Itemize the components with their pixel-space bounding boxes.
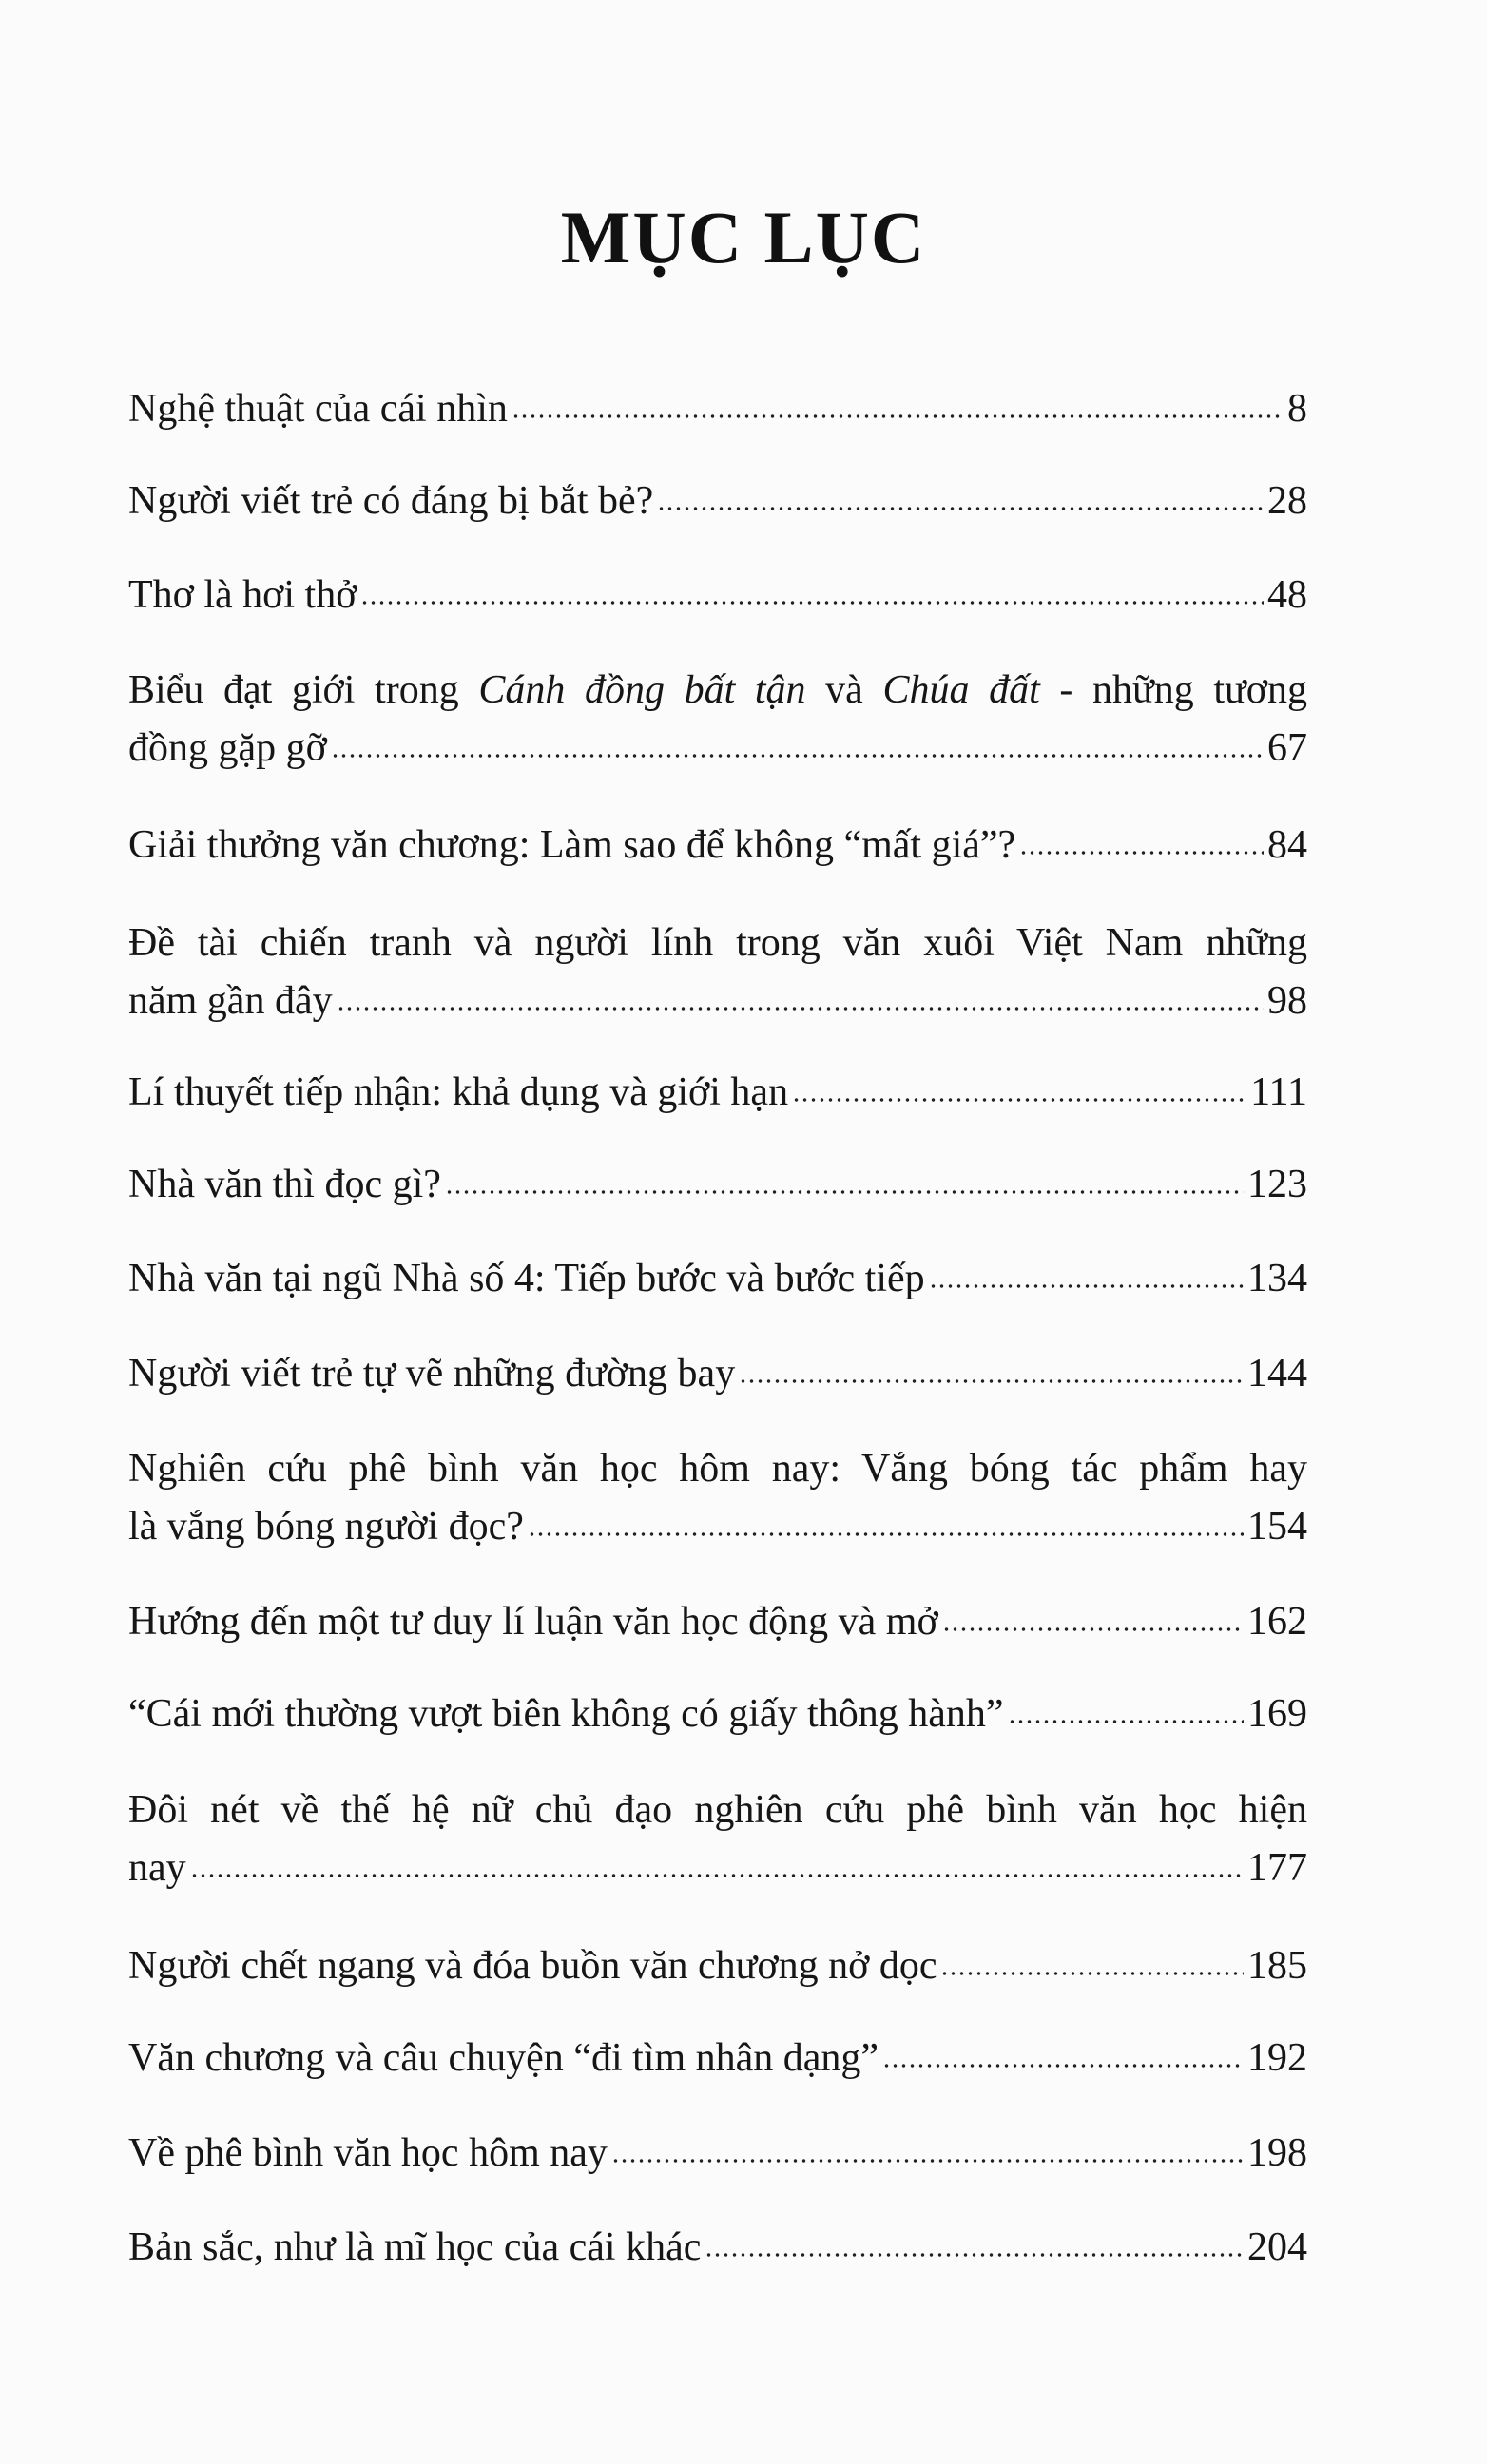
page-number: 192 (1247, 2036, 1307, 2080)
dot-leader (792, 1097, 1246, 1103)
entry-title (128, 380, 508, 438)
page-number: 67 (1267, 726, 1307, 770)
entry-title-segment: Lí thuyết tiếp nhận: khả dụng và giới hạn (128, 1070, 789, 1114)
dot-leader (940, 1971, 1244, 1976)
toc-entry (128, 1937, 1307, 1995)
entry-title (128, 2219, 701, 2277)
entry-title-segment: Đề tài chiến tranh và người lính trong văn xuôi Việt Nam những (128, 921, 1307, 965)
entry-row (128, 1345, 1307, 1403)
entry-row (128, 2125, 1307, 2183)
page-number: 144 (1247, 1352, 1307, 1396)
entry-title-line (128, 662, 1307, 720)
page-number: 154 (1247, 1505, 1307, 1549)
entry-row (128, 1593, 1307, 1651)
entry-row (128, 1498, 1307, 1556)
toc-entry (128, 1345, 1307, 1403)
dot-leader (611, 2158, 1244, 2164)
entry-title-segment: Nhà văn tại ngũ Nhà số 4: Tiếp bước và bước tiếp (128, 1257, 925, 1300)
entry-title-segment: “Cái mới thường vượt biên không có giấy thông hành” (128, 1692, 1004, 1736)
entry-row (128, 720, 1307, 778)
page-number: 162 (1247, 1600, 1307, 1644)
toc-entry (128, 817, 1307, 875)
entry-title-segment: Nhà văn thì đọc gì? (128, 1163, 441, 1206)
dot-leader (705, 2252, 1244, 2258)
page-number: 28 (1267, 479, 1307, 523)
dot-leader (657, 506, 1264, 511)
entry-row (128, 2030, 1307, 2088)
entry-title-segment: Hướng đến một tư duy lí luận văn học động và mở (128, 1600, 938, 1644)
dot-leader (929, 1283, 1244, 1289)
dot-leader (512, 414, 1284, 419)
entry-title (128, 2125, 608, 2183)
entry-title (128, 817, 1015, 875)
entry-row (128, 817, 1307, 875)
dot-leader (337, 1006, 1264, 1011)
entry-title-segment: Văn chương và câu chuyện “đi tìm nhân dạng” (128, 2036, 879, 2080)
toc-entry (128, 567, 1307, 625)
dot-leader (739, 1378, 1244, 1384)
toc-entry (128, 2030, 1307, 2088)
entry-title (128, 1156, 441, 1214)
entry-title (128, 1937, 937, 1995)
entry-title-segment: Thơ là hơi thở (128, 573, 357, 617)
entry-title (128, 1250, 925, 1308)
dot-leader (882, 2063, 1244, 2069)
entry-title-line (128, 914, 1307, 972)
entry-title-segment: Đôi nét về thế hệ nữ chủ đạo nghiên cứu phê bình văn học hiện (128, 1788, 1307, 1832)
entry-title-segment: năm gần đây (128, 979, 333, 1023)
entry-title (128, 972, 333, 1030)
toc-entry (128, 1593, 1307, 1651)
entry-row (128, 1937, 1307, 1995)
page-title: MỤC LỤC (560, 196, 927, 279)
entry-row (128, 567, 1307, 625)
dot-leader (1019, 850, 1264, 856)
entry-row (128, 1156, 1307, 1214)
dot-leader (190, 1873, 1244, 1878)
entry-row (128, 380, 1307, 438)
entry-title (128, 1839, 186, 1897)
page-number: 185 (1247, 1944, 1307, 1988)
dot-leader (445, 1189, 1244, 1195)
entry-title (128, 720, 327, 778)
entry-title-segment: và (805, 668, 883, 712)
entry-title (128, 472, 653, 530)
entry-title (128, 2030, 879, 2088)
entry-title-segment: nay (128, 1846, 186, 1890)
entry-title-segment: Chúa đất (882, 668, 1040, 712)
entry-row (128, 972, 1307, 1030)
toc-entry (128, 1685, 1307, 1743)
entry-title (128, 1593, 938, 1651)
entry-title-segment: là vắng bóng người đọc? (128, 1505, 524, 1549)
page-number: 8 (1287, 387, 1307, 431)
toc-entry (128, 662, 1307, 778)
entry-title (128, 1064, 788, 1122)
page-number: 123 (1247, 1163, 1307, 1206)
entry-title (128, 1345, 735, 1403)
dot-leader (1008, 1719, 1244, 1724)
entry-title-segment: đồng gặp gỡ (128, 726, 327, 770)
entry-title-segment: Người viết trẻ có đáng bị bắt bẻ? (128, 479, 654, 523)
page-number: 134 (1247, 1257, 1307, 1300)
entry-row (128, 1839, 1307, 1897)
toc-entry (128, 2125, 1307, 2183)
page-number: 48 (1267, 573, 1307, 617)
page-number: 98 (1267, 979, 1307, 1023)
entry-row (128, 1064, 1307, 1122)
entry-row (128, 1250, 1307, 1308)
page-number: 84 (1267, 823, 1307, 867)
entry-row (128, 472, 1307, 530)
page-number: 204 (1247, 2225, 1307, 2269)
toc-entry (128, 1250, 1307, 1308)
entry-title (128, 567, 357, 625)
page-number: 111 (1250, 1070, 1307, 1114)
entry-row (128, 1685, 1307, 1743)
entry-title (128, 1498, 524, 1556)
toc-entry (128, 1440, 1307, 1556)
toc-entry (128, 914, 1307, 1030)
entry-title-segment: Nghệ thuật của cái nhìn (128, 387, 508, 431)
dot-leader (942, 1627, 1244, 1632)
toc-entry (128, 472, 1307, 530)
dot-leader (528, 1531, 1244, 1537)
toc-entry (128, 1064, 1307, 1122)
page-number: 198 (1247, 2131, 1307, 2175)
entry-title-segment: Biểu đạt giới trong (128, 668, 479, 712)
page-number: 177 (1247, 1846, 1307, 1890)
entry-title-line (128, 1440, 1307, 1498)
entry-title-line (128, 1781, 1307, 1839)
entry-title-segment: - những tương (1039, 668, 1307, 712)
entry-row (128, 2219, 1307, 2277)
toc-entry (128, 1156, 1307, 1214)
entry-title (128, 1685, 1004, 1743)
toc-entry (128, 2219, 1307, 2277)
toc-entry (128, 1781, 1307, 1897)
entry-title-segment: Giải thưởng văn chương: Làm sao để không “mất giá”? (128, 823, 1016, 867)
entry-title-segment: Về phê bình văn học hôm nay (128, 2131, 608, 2175)
entry-title-segment: Bản sắc, như là mĩ học của cái khác (128, 2225, 702, 2269)
dot-leader (360, 600, 1264, 606)
entry-title-segment: Người viết trẻ tự vẽ những đường bay (128, 1352, 736, 1396)
page-number: 169 (1247, 1692, 1307, 1736)
toc-entry (128, 380, 1307, 438)
entry-title-segment: Nghiên cứu phê bình văn học hôm nay: Vắng bóng tác phẩm hay (128, 1447, 1307, 1491)
entry-title-segment: Cánh đồng bất tận (478, 668, 806, 712)
entry-title-segment: Người chết ngang và đóa buồn văn chương nở dọc (128, 1944, 937, 1988)
dot-leader (331, 753, 1264, 759)
